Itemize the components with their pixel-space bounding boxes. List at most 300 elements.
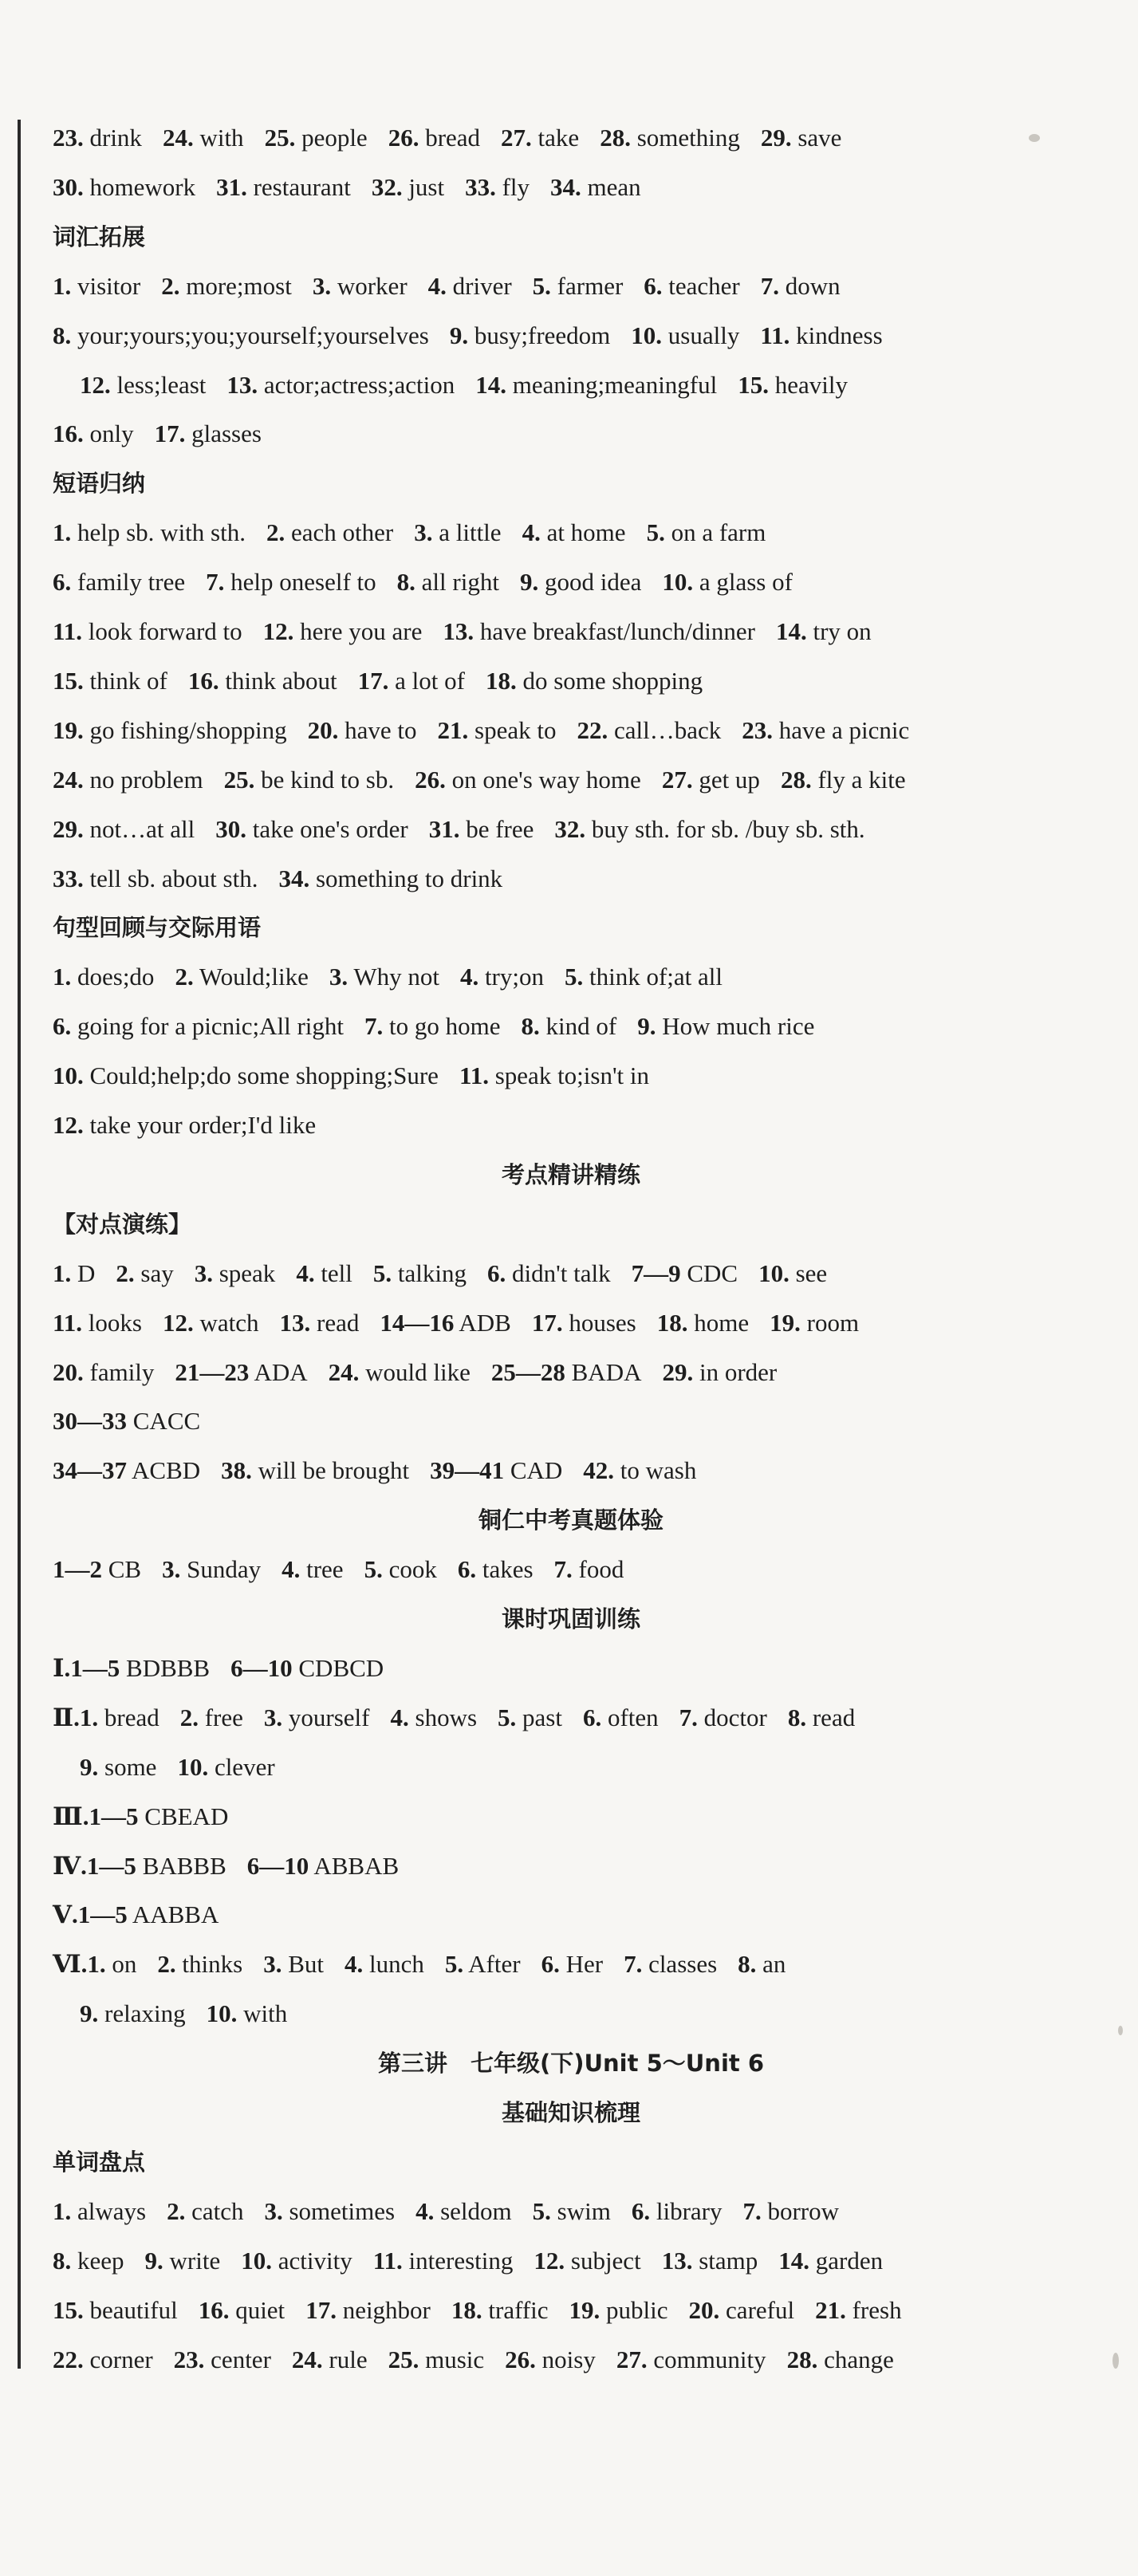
answer-item xyxy=(583,1704,659,1731)
answer-number: 9. xyxy=(80,1752,99,1781)
answer-number: 15. xyxy=(53,2295,84,2324)
answer-line xyxy=(53,1893,239,1937)
answer-item xyxy=(781,766,906,794)
answer-item xyxy=(264,2197,395,2225)
answer-text: not…at all xyxy=(83,814,195,843)
answer-item xyxy=(458,1555,534,1583)
answer-text: free xyxy=(198,1703,243,1731)
answer-item xyxy=(282,1555,343,1583)
answer-number: 4. xyxy=(459,963,479,991)
answer-item xyxy=(53,2296,178,2324)
answer-text: less;least xyxy=(110,370,207,399)
answer-number: 12. xyxy=(534,2246,565,2275)
answer-item xyxy=(445,1950,521,1978)
answer-text: visitor xyxy=(71,271,141,300)
answer-item xyxy=(465,173,530,201)
answer-text: buy sth. for sb. /buy sb. sth. xyxy=(585,814,865,843)
answer-number: 11. xyxy=(372,2246,403,2275)
answer-item xyxy=(53,716,287,744)
section-heading: 词汇拓展 xyxy=(53,223,146,250)
answer-item xyxy=(450,321,610,349)
answer-text: CDC xyxy=(680,1258,738,1287)
answer-number: 6—10 xyxy=(246,1851,309,1880)
answer-item xyxy=(372,173,444,201)
answer-item xyxy=(430,1456,562,1484)
answer-item xyxy=(53,667,167,695)
answer-number: 2. xyxy=(266,518,285,547)
answer-item xyxy=(278,865,502,892)
answer-number: 10. xyxy=(631,321,663,349)
answer-item xyxy=(199,2296,285,2324)
answer-item xyxy=(53,173,195,201)
answer-line xyxy=(53,1547,644,1592)
answer-text: here you are xyxy=(293,617,423,645)
answer-item xyxy=(53,1358,154,1386)
answer-number: 8. xyxy=(738,1950,757,1979)
answer-number: 11. xyxy=(53,617,83,645)
answer-number: 18. xyxy=(656,1308,688,1337)
answer-text: your;yours;you;yourself;yourselves xyxy=(71,321,429,349)
answer-item xyxy=(738,371,848,399)
answer-number: 6. xyxy=(541,1950,560,1979)
answer-number: 1. xyxy=(53,2196,72,2225)
answer-text: drink xyxy=(83,124,142,152)
answer-text: sometimes xyxy=(282,2196,396,2225)
answer-item xyxy=(53,963,154,991)
answer-text: Her xyxy=(559,1950,604,1979)
answer-line xyxy=(80,363,868,408)
answer-number: 8. xyxy=(787,1703,807,1731)
answer-text: quiet xyxy=(229,2295,285,2324)
answer-number: 16. xyxy=(198,2295,230,2324)
answer-text: have a picnic xyxy=(773,715,910,744)
answer-item xyxy=(80,371,206,399)
answer-text: some xyxy=(98,1752,157,1781)
answer-number: 2. xyxy=(116,1258,135,1287)
section-heading: 句型回顾与交际用语 xyxy=(53,914,262,942)
answer-number: 8. xyxy=(53,321,72,349)
answer-item xyxy=(163,1309,259,1337)
answer-line xyxy=(53,708,930,753)
answer-text: be kind to sb. xyxy=(254,765,395,794)
answer-item xyxy=(662,2247,758,2275)
answer-number: 5. xyxy=(372,1258,392,1287)
answer-line xyxy=(53,1251,848,1296)
answer-number: 1. xyxy=(53,963,72,991)
answer-item xyxy=(53,2346,153,2373)
answer-item xyxy=(533,2197,611,2225)
answer-number: 5. xyxy=(532,271,551,300)
answer-number: 5. xyxy=(565,963,584,991)
answer-number: 20. xyxy=(307,715,339,744)
answer-item xyxy=(491,1358,642,1386)
answer-item xyxy=(380,1309,511,1337)
answer-text: past xyxy=(516,1703,562,1731)
answer-line xyxy=(53,1103,337,1148)
answer-item xyxy=(501,124,579,152)
answer-number: 12. xyxy=(53,1111,84,1139)
answer-number: 28. xyxy=(786,2345,818,2373)
answer-line xyxy=(53,1054,670,1098)
answer-text: rule xyxy=(322,2345,368,2373)
answer-number: 34—37 xyxy=(53,1456,127,1485)
answer-number: 25—28 xyxy=(490,1357,565,1386)
answer-item xyxy=(624,1950,717,1978)
answer-item xyxy=(364,1012,501,1040)
answer-text: CB xyxy=(102,1555,142,1584)
answer-text: clever xyxy=(208,1752,275,1781)
answer-item xyxy=(815,2296,901,2324)
answer-number: 29. xyxy=(53,814,84,843)
answer-text: borrow xyxy=(761,2196,840,2225)
answer-number: 9. xyxy=(80,1999,99,2028)
answer-text: After xyxy=(463,1950,521,1979)
answer-item xyxy=(155,419,262,447)
answer-text: public xyxy=(600,2295,668,2324)
answer-text: going for a picnic;All right xyxy=(71,1012,345,1041)
answer-item xyxy=(80,1999,186,2027)
answer-text: have breakfast/lunch/dinner xyxy=(474,617,755,645)
answer-number: 22. xyxy=(577,715,608,744)
answer-item xyxy=(53,1852,226,1880)
answer-number: 10. xyxy=(241,2246,272,2275)
answer-text: talking xyxy=(392,1258,467,1287)
answer-item xyxy=(329,1358,471,1386)
answer-text: Why not xyxy=(348,963,439,991)
answer-text: community xyxy=(647,2345,766,2373)
answer-line xyxy=(53,1448,717,1493)
answer-text: driver xyxy=(446,271,512,300)
answer-number: 29. xyxy=(662,1357,694,1386)
answer-number: 11. xyxy=(459,1062,489,1090)
answer-number: 31. xyxy=(428,814,460,843)
scan-speck xyxy=(1118,2026,1123,2035)
answer-number: 4. xyxy=(345,1950,364,1979)
answer-item xyxy=(644,272,739,300)
answer-number: 26. xyxy=(388,124,419,152)
answer-item xyxy=(53,1654,210,1682)
answer-number: 10. xyxy=(177,1752,209,1781)
answer-line xyxy=(53,857,523,901)
answer-text: music xyxy=(419,2345,485,2373)
answer-text: an xyxy=(756,1950,786,1979)
answer-line xyxy=(53,2288,923,2333)
answer-number: 29. xyxy=(760,124,792,152)
answer-line xyxy=(53,609,892,654)
section-title: 基础知识梳理 xyxy=(501,2099,640,2126)
answer-number: 2. xyxy=(157,1950,176,1979)
answer-item xyxy=(438,716,557,744)
answer-number: 13. xyxy=(661,2246,693,2275)
answer-item xyxy=(188,667,337,695)
answer-text: homework xyxy=(83,172,196,201)
answer-text: busy;freedom xyxy=(468,321,611,349)
answer-number: 3. xyxy=(263,1703,283,1731)
answer-line xyxy=(53,2189,860,2234)
answer-number: 3. xyxy=(162,1555,181,1584)
answer-number: 5. xyxy=(444,1950,464,1979)
answer-number: Ⅴ.1—5 xyxy=(53,1900,128,1929)
answer-number: 23. xyxy=(173,2345,205,2373)
answer-text: mean xyxy=(581,172,641,201)
answer-item xyxy=(534,2247,640,2275)
answer-text: with xyxy=(193,124,244,152)
answer-item xyxy=(180,1704,243,1731)
answer-item xyxy=(53,1111,316,1139)
answer-line xyxy=(80,1991,308,2036)
answer-item xyxy=(770,1309,859,1337)
answer-line xyxy=(53,560,813,605)
answer-text: relaxing xyxy=(98,1999,186,2028)
answer-number: 1. xyxy=(53,1258,72,1287)
answer-text: farmer xyxy=(550,271,624,300)
answer-text: activity xyxy=(271,2246,352,2275)
answer-text: tree xyxy=(300,1555,344,1584)
answer-line xyxy=(53,955,743,999)
answer-text: Sunday xyxy=(180,1555,262,1584)
answer-number: 19. xyxy=(53,715,84,744)
answer-text: look forward to xyxy=(82,617,242,645)
answer-item xyxy=(391,1704,478,1731)
answer-text: help oneself to xyxy=(224,568,376,597)
left-margin-rule xyxy=(18,120,21,2369)
answer-number: 28. xyxy=(780,765,812,794)
answer-text: to go home xyxy=(383,1012,501,1041)
answer-item xyxy=(738,1950,786,1978)
answer-text: on xyxy=(105,1950,137,1979)
answer-line xyxy=(53,1399,221,1444)
answer-number: 6. xyxy=(582,1703,602,1731)
answer-item xyxy=(345,1950,424,1978)
answer-item xyxy=(80,1753,156,1781)
answer-item xyxy=(313,272,408,300)
answer-item xyxy=(53,1802,228,1830)
answer-item xyxy=(414,518,501,546)
answer-number: 7. xyxy=(679,1703,698,1731)
answer-number: Ⅳ.1—5 xyxy=(53,1851,136,1880)
answer-number: 6—10 xyxy=(230,1653,293,1682)
answer-item xyxy=(373,1259,467,1287)
answer-item xyxy=(583,1456,696,1484)
answer-text: shows xyxy=(408,1703,478,1731)
answer-item xyxy=(174,2346,271,2373)
answer-number: 23. xyxy=(53,124,84,152)
answer-text: often xyxy=(601,1703,659,1731)
answer-number: 7. xyxy=(760,271,780,300)
answer-line xyxy=(53,1350,797,1395)
answer-number: 4. xyxy=(282,1555,301,1584)
answer-item xyxy=(522,518,626,546)
answer-item xyxy=(207,1999,288,2027)
answer-text: CACC xyxy=(127,1407,201,1436)
answer-text: swim xyxy=(550,2196,611,2225)
answer-number: 23. xyxy=(742,715,774,744)
answer-item xyxy=(358,667,465,695)
answer-text: in order xyxy=(693,1357,778,1386)
answer-text: would like xyxy=(359,1357,471,1386)
answer-text: ADA xyxy=(249,1357,308,1386)
answer-item xyxy=(565,963,723,991)
answer-number: 10. xyxy=(758,1258,790,1287)
section-title: 第三讲 七年级(下)Unit 5～Unit 6 xyxy=(377,2050,765,2078)
answer-line xyxy=(53,1004,835,1049)
answer-text: with xyxy=(237,1999,288,2028)
section-heading: 短语归纳 xyxy=(53,470,146,498)
answer-text: ADB xyxy=(454,1308,511,1337)
answer-item xyxy=(616,2346,766,2373)
answer-line xyxy=(53,659,723,703)
answer-number: 18. xyxy=(451,2295,482,2324)
answer-text: noisy xyxy=(535,2345,596,2373)
answer-item xyxy=(221,1456,409,1484)
answer-text: ACBD xyxy=(127,1456,201,1485)
answer-item xyxy=(53,815,195,843)
answer-text: didn't talk xyxy=(506,1258,611,1287)
answer-item xyxy=(53,2197,146,2225)
answer-number: 20. xyxy=(688,2295,720,2324)
answer-line xyxy=(53,1301,880,1345)
answer-item xyxy=(53,1900,219,1928)
answer-text: down xyxy=(779,271,841,300)
answer-item xyxy=(569,2296,668,2324)
answer-item xyxy=(263,1950,324,1978)
answer-number: 4. xyxy=(390,1703,409,1731)
answer-text: bread xyxy=(419,124,481,152)
answer-item xyxy=(162,1555,261,1583)
answer-number: 3. xyxy=(414,518,433,547)
answer-line xyxy=(53,116,862,160)
answer-item xyxy=(533,272,624,300)
answer-item xyxy=(215,815,408,843)
answer-text: think of xyxy=(83,666,167,695)
answer-number: 24. xyxy=(162,124,194,152)
answer-item xyxy=(53,1012,344,1040)
answer-text: cook xyxy=(382,1555,437,1584)
answer-number: 7. xyxy=(553,1555,573,1584)
answer-item xyxy=(631,321,739,349)
answer-item xyxy=(308,716,417,744)
answer-text: family xyxy=(83,1357,155,1386)
answer-text: CDBCD xyxy=(292,1653,384,1682)
answer-item xyxy=(53,124,142,152)
answer-text: food xyxy=(572,1555,624,1584)
answer-number: 13. xyxy=(279,1308,311,1337)
answer-number: 25. xyxy=(264,124,296,152)
answer-text: take xyxy=(531,124,580,152)
answer-text: Could;help;do some shopping;Sure xyxy=(83,1062,439,1090)
answer-item xyxy=(475,371,717,399)
answer-number: 15. xyxy=(53,666,84,695)
answer-item xyxy=(167,2197,243,2225)
answer-item xyxy=(116,1259,173,1287)
answer-line xyxy=(53,2338,915,2382)
answer-item xyxy=(761,124,842,152)
answer-text: heavily xyxy=(769,370,848,399)
answer-number: 2. xyxy=(161,271,180,300)
answer-text: D xyxy=(71,1258,96,1287)
answer-item xyxy=(415,2197,512,2225)
answer-text: catch xyxy=(185,2196,244,2225)
answer-item xyxy=(53,1555,141,1583)
answer-line xyxy=(80,1745,296,1790)
answer-item xyxy=(778,2247,883,2275)
answer-text: see xyxy=(789,1258,828,1287)
answer-number: 15. xyxy=(738,370,769,399)
answer-number: Ⅵ.1. xyxy=(53,1950,106,1979)
answer-line xyxy=(53,2239,904,2283)
answer-line xyxy=(53,1942,806,1987)
answer-item xyxy=(460,963,544,991)
answer-item xyxy=(226,371,455,399)
answer-text: restaurant xyxy=(246,172,351,201)
answer-number: 34. xyxy=(278,864,310,892)
answer-item xyxy=(787,2346,894,2373)
answer-number: 24. xyxy=(328,1357,360,1386)
answer-item xyxy=(53,272,140,300)
answer-text: go fishing/shopping xyxy=(83,715,287,744)
answer-item xyxy=(388,2346,485,2373)
answer-text: speak to xyxy=(468,715,557,744)
answer-number: 12. xyxy=(162,1308,194,1337)
answer-text: read xyxy=(310,1308,360,1337)
answer-text: something xyxy=(630,124,740,152)
answer-number: 25. xyxy=(388,2345,419,2373)
answer-number: 25. xyxy=(223,765,255,794)
answer-item xyxy=(428,272,512,300)
answer-number: 2. xyxy=(175,963,194,991)
answer-number: 21—23 xyxy=(175,1357,250,1386)
answer-item xyxy=(329,963,439,991)
answer-item xyxy=(647,518,766,546)
answer-number: 17. xyxy=(154,419,186,448)
answer-number: 6. xyxy=(457,1555,477,1584)
answer-text: usually xyxy=(662,321,740,349)
answer-item xyxy=(679,1704,767,1731)
answer-number: Ⅱ.1. xyxy=(53,1703,99,1731)
answer-number: 7—9 xyxy=(631,1258,681,1287)
answer-item xyxy=(662,766,760,794)
section-title: 课时巩固训练 xyxy=(501,1605,640,1633)
answer-number: 6. xyxy=(631,2196,651,2225)
answer-text: BDBBB xyxy=(120,1653,211,1682)
answer-text: classes xyxy=(642,1950,718,1979)
answer-number: 16. xyxy=(53,419,84,448)
answer-item xyxy=(520,568,641,596)
answer-item xyxy=(760,321,882,349)
answer-number: 30—33 xyxy=(53,1407,127,1436)
answer-item xyxy=(263,617,423,645)
answer-item xyxy=(53,321,429,349)
answer-number: 10. xyxy=(662,568,694,597)
answer-item xyxy=(264,1704,370,1731)
answer-text: will be brought xyxy=(251,1456,410,1485)
answer-number: 8. xyxy=(53,2246,72,2275)
answer-number: 14. xyxy=(475,370,506,399)
answer-item xyxy=(541,1950,603,1978)
answer-number: 24. xyxy=(53,765,84,794)
answer-number: 3. xyxy=(263,1950,282,1979)
answer-text: seldom xyxy=(434,2196,512,2225)
answer-text: lunch xyxy=(363,1950,424,1979)
answer-number: 7. xyxy=(206,568,225,597)
answer-item xyxy=(53,1456,200,1484)
answer-text: always xyxy=(71,2196,147,2225)
answer-item xyxy=(632,2197,723,2225)
answer-number: 14. xyxy=(778,2246,809,2275)
answer-line xyxy=(53,1646,404,1691)
answer-number: 19. xyxy=(770,1308,801,1337)
answer-text: say xyxy=(134,1258,174,1287)
